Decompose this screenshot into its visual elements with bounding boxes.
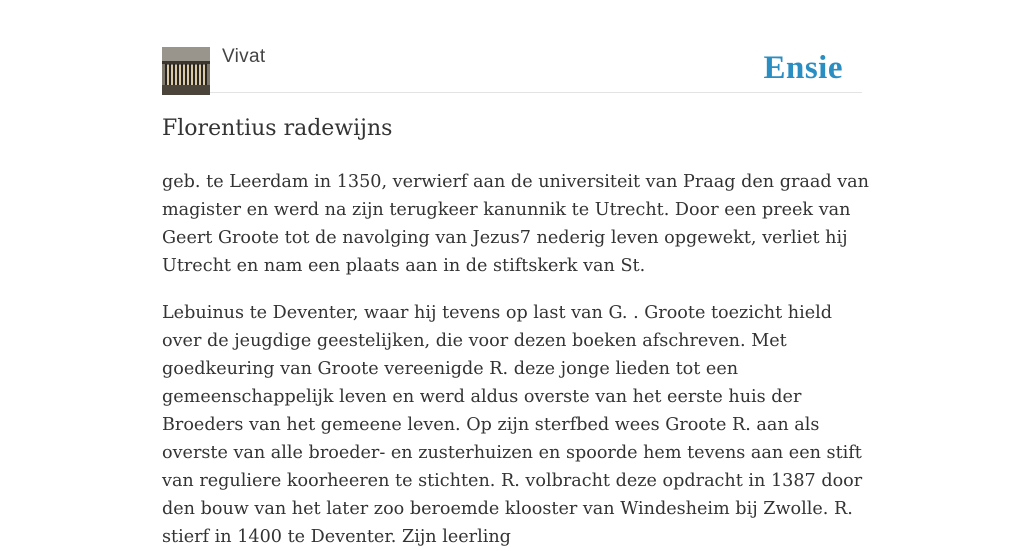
avatar[interactable]: [162, 47, 210, 95]
username[interactable]: Vivat: [222, 46, 266, 67]
bookshelf-avatar-icon: [162, 47, 210, 95]
article-paragraph: Lebuinus te Deventer, waar hij tevens op last van G. . Groote toezicht hield over de jeugdige geestelijken, die voor dezen boeken afschreven. Met goedkeuring van Groote vereenigde R. deze jonge lieden tot een gemeenschappelijk leven en werd aldus overste van het eerste huis der Broeders van het gemeene leven. Op zijn sterfbed wees Groote R. aan als overste van alle broeder- en zusterhuizen en spoorde hem tevens aan een stift van reguliere koorheeren te stichten. R. volbracht deze opdracht in 1387 door den bouw van het later zoo beroemde klooster van Windesheim bij Zwolle. R. stierf in 1400 te Deventer. Zijn leerling: [162, 303, 863, 547]
brand-logo[interactable]: Ensie: [763, 50, 843, 86]
page-container: [162, 0, 869, 547]
article-paragraph: geb. te Leerdam in 1350, verwierf aan de universiteit van Praag den graad van magister en werd na zijn terugkeer kanunnik te Utrecht. Door een preek van Geert Groote tot de navolging van Jezus7 nederig leven opgewekt, verliet hij Utrecht en nam een plaats aan in de stiftskerk van St.: [162, 172, 869, 276]
header: [162, 0, 862, 93]
page-title: Florentius radewijns: [162, 116, 393, 141]
